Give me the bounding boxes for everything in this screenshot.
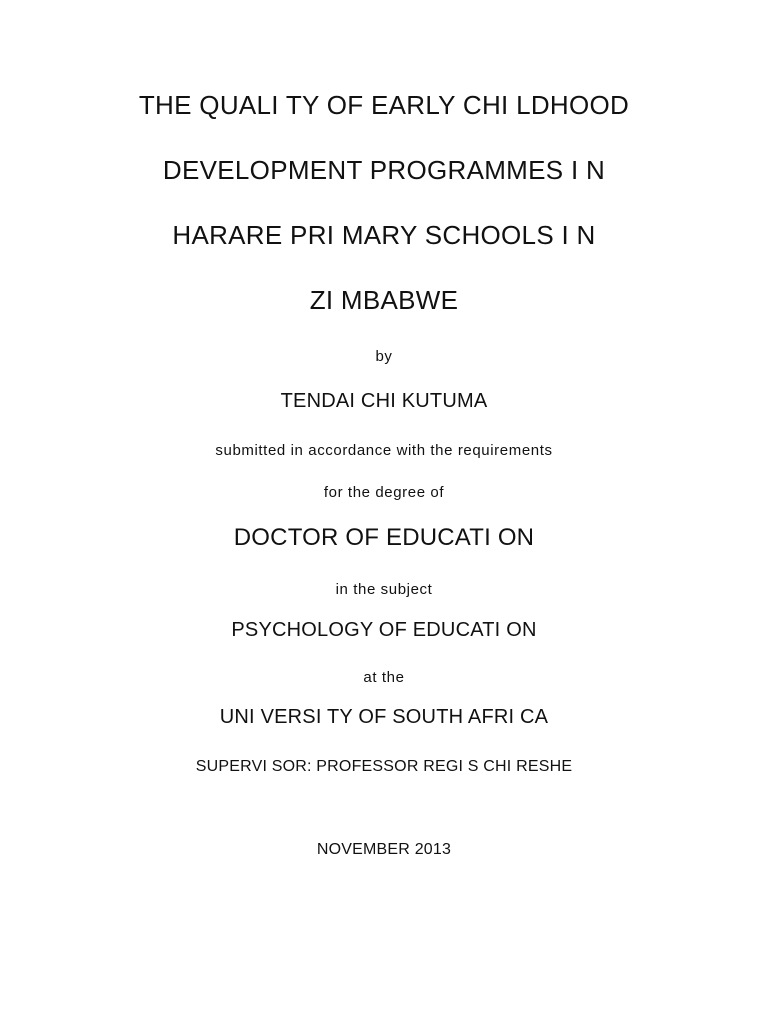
- author-name: TENDAI CHI KUTUMA: [280, 390, 488, 412]
- thesis-title-line-1: THE QUALI TY OF EARLY CHI LDHOOD: [138, 90, 630, 120]
- subject-name: PSYCHOLOGY OF EDUCATI ON: [231, 619, 537, 641]
- degree-intro: for the degree of: [323, 484, 445, 501]
- institution-intro: at the: [363, 669, 405, 686]
- degree-name: DOCTOR OF EDUCATI ON: [233, 524, 535, 551]
- submission-statement: submitted in accordance with the requirements: [215, 442, 553, 459]
- institution-name: UNI VERSI TY OF SOUTH AFRI CA: [219, 706, 549, 728]
- subject-intro: in the subject: [335, 581, 433, 598]
- thesis-title-line-2: DEVELOPMENT PROGRAMMES I N: [162, 155, 606, 185]
- thesis-title-line-3: HARARE PRI MARY SCHOOLS I N: [172, 220, 596, 250]
- thesis-title-line-4: ZI MBABWE: [309, 285, 459, 315]
- submission-date: NOVEMBER 2013: [316, 841, 452, 858]
- supervisor-line: SUPERVI SOR: PROFESSOR REGI S CHI RESHE: [195, 758, 573, 775]
- by-label: by: [375, 348, 393, 365]
